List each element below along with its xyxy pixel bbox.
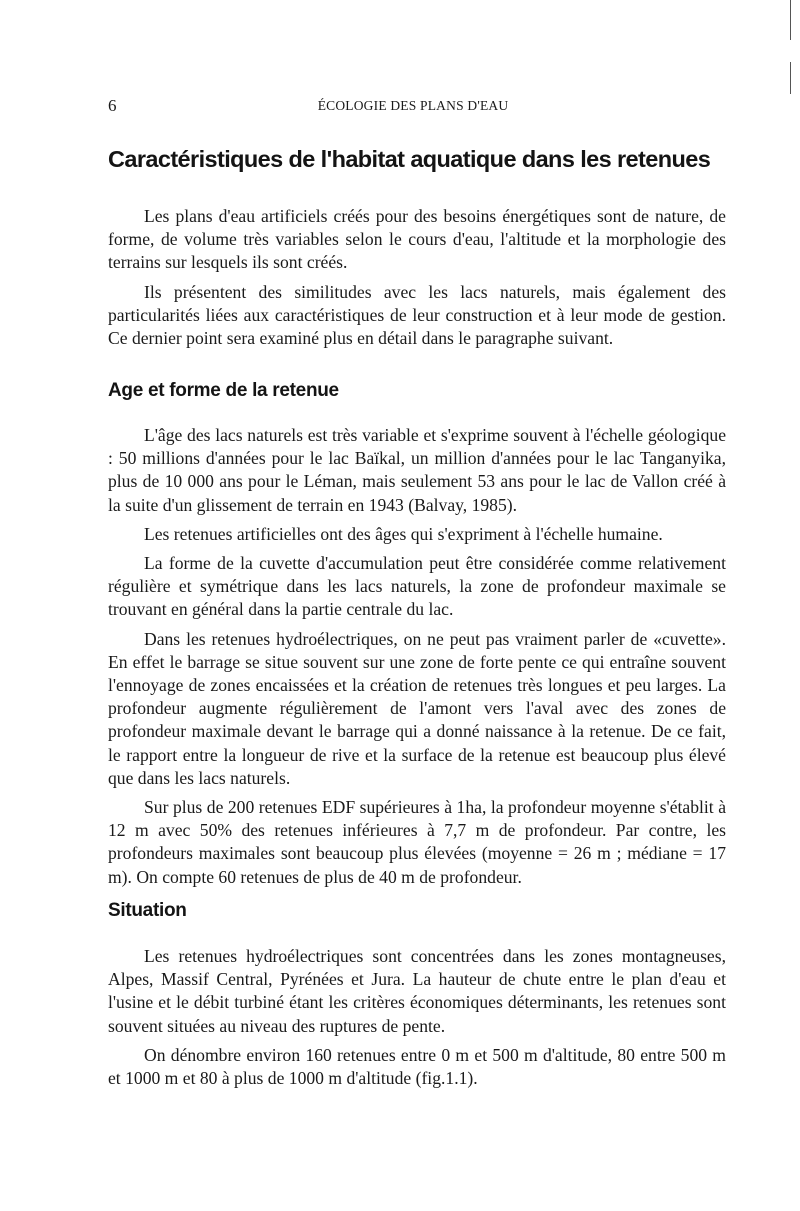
scan-edge-line bbox=[790, 62, 791, 94]
paragraph: L'âge des lacs naturels est très variable et s'exprime souvent à l'échelle géologique : 50 millions d'années pour le lac Baïkal, un million d'années pour le lac Tanganyika, plus de 10 000 ans pour le Léman, mais seulement 53 ans pour le lac de Vallon créé à la suite d'un glissement de terrain en 1943 (Balvay, 1985). bbox=[108, 425, 726, 515]
section-situation-body bbox=[108, 945, 726, 1096]
paragraph: Les retenues hydroélectriques sont concentrées dans les zones montagneuses, Alpes, Massif Central, Pyrénées et Jura. La hauteur de chute entre le plan d'eau et l'usine et le débit turbiné étant les critères économiques déterminants, les retenues sont souvent situées au niveau des ruptures de pente. bbox=[108, 946, 726, 1036]
paragraph: Ils présentent des similitudes avec les lacs naturels, mais également des particularités liées aux caractéristiques de leur construction et à leur mode de gestion. Ce dernier point sera examiné plus en détail dans le paragraphe suivant. bbox=[108, 281, 726, 349]
section-title-age: Age et forme de la retenue bbox=[108, 380, 339, 401]
paragraph: On dénombre environ 160 retenues entre 0 m et 500 m d'altitude, 80 entre 500 m et 1000 m et 80 à plus de 1000 m d'altitude (fig.1.1). bbox=[108, 1044, 726, 1089]
chapter-intro bbox=[108, 205, 726, 356]
paragraph: Les plans d'eau artificiels créés pour des besoins énergétiques sont de nature, de forme, de volume très variables selon le cours d'eau, l'altitude et la morphologie des terrains sur lesquels ils sont créés. bbox=[108, 206, 726, 273]
page-header bbox=[108, 96, 718, 118]
running-title: ÉCOLOGIE DES PLANS D'EAU bbox=[317, 98, 509, 113]
section-age-body bbox=[108, 424, 726, 895]
scan-edge-line bbox=[790, 0, 791, 40]
page-number: 6 bbox=[108, 96, 117, 115]
chapter-title: Caractéristiques de l'habitat aquatique dans les retenues bbox=[108, 146, 711, 172]
paragraph: Les retenues artificielles ont des âges qui s'expriment à l'échelle humaine. bbox=[144, 523, 663, 544]
paragraph: La forme de la cuvette d'accumulation peut être considérée comme relativement régulière et symétrique dans les lacs naturels, la zone de profondeur maximale se trouvant en général dans la partie centrale du lac. bbox=[108, 553, 726, 620]
paragraph: Dans les retenues hydroélectriques, on ne peut pas vraiment parler de «cuvette». En effet le barrage se situe souvent sur une zone de forte pente ce qui entraîne souvent l'ennoyage de zones encaissées et la création de retenues très longues et peu larges. La profondeur augmente régulièrement de l'amont vers l'aval avec des zones de profondeur maximale devant le barrage qui a donné naissance à la retenue. De ce fait, le rapport entre la longueur de rive et la surface de la retenue est beaucoup plus élevé que dans les lacs naturels. bbox=[108, 628, 726, 788]
paragraph: Sur plus de 200 retenues EDF supérieures à 1ha, la profondeur moyenne s'établit à 12 m avec 50% des retenues inférieures à 7,7 m de profondeur. Par contre, les profondeurs maximales sont beaucoup plus élevées (moyenne = 26 m ; médiane = 17 m). On compte 60 retenues de plus de 40 m de profondeur. bbox=[108, 797, 726, 887]
section-title-situation: Situation bbox=[108, 900, 187, 921]
